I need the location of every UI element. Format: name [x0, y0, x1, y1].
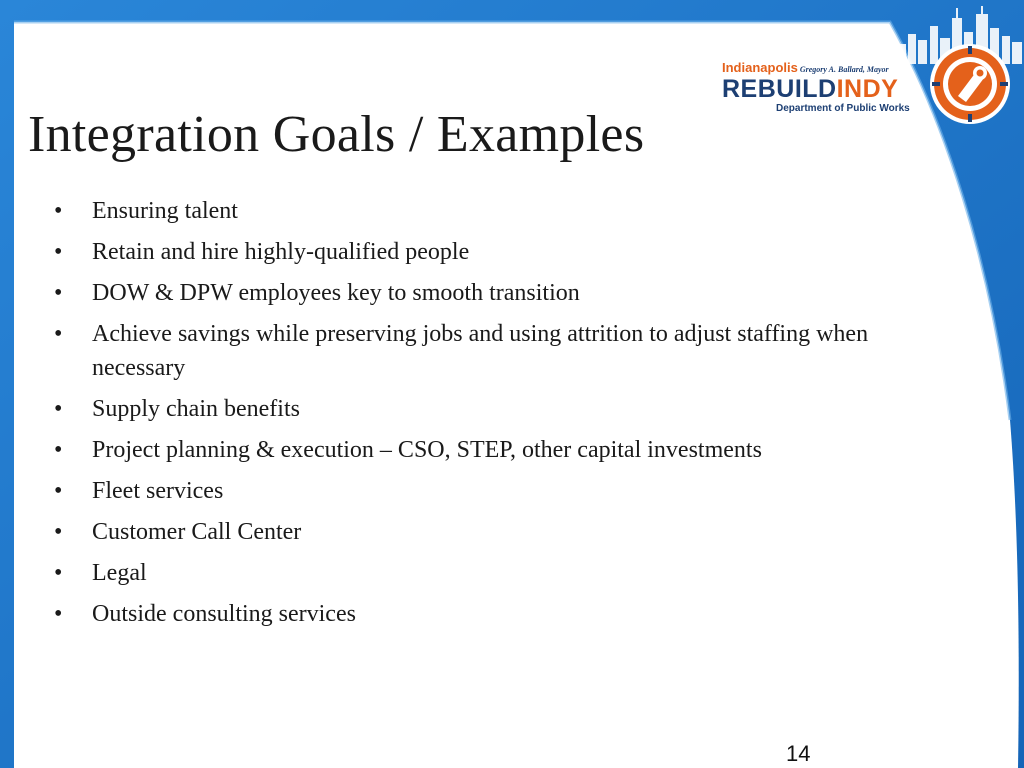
bullet-item: [52, 556, 932, 590]
logo-brand-rebuild: REBUILD: [722, 75, 837, 103]
slide-title: Integration Goals / Examples: [28, 106, 645, 163]
bullet-icon: •: [54, 601, 63, 627]
bullet-icon: •: [54, 198, 63, 224]
bullet-text: Legal: [92, 560, 147, 586]
bullet-text: Ensuring talent: [92, 198, 238, 224]
logo-brand-indy: INDY: [836, 75, 899, 103]
bullet-text: Customer Call Center: [92, 519, 302, 545]
bullet-item: [52, 317, 932, 385]
logo-department: Department of Public Works: [776, 103, 910, 114]
bullet-item: [52, 194, 932, 228]
bullet-item: [52, 235, 932, 269]
page-number: 14: [786, 741, 811, 766]
bullet-item: [52, 515, 932, 549]
bullet-text: Supply chain benefits: [92, 396, 300, 422]
bullet-text: DOW & DPW employees key to smooth transition: [92, 280, 580, 306]
bullet-text: Fleet services: [92, 478, 224, 504]
bullet-text: Outside consulting services: [92, 601, 356, 627]
bullet-icon: •: [54, 437, 63, 463]
rebuildindy-logo: [722, 4, 1024, 132]
bullet-icon: •: [54, 560, 63, 586]
logo-city-line: [722, 60, 910, 75]
bullet-icon: •: [54, 396, 63, 422]
bullet-text: Retain and hire highly-qualified people: [92, 239, 470, 265]
bullet-item: [52, 474, 932, 508]
bullet-icon: •: [54, 478, 63, 504]
bullet-icon: •: [54, 280, 63, 306]
bullet-icon: •: [54, 321, 63, 347]
bullet-item: [52, 392, 932, 426]
bullet-icon: •: [54, 519, 63, 545]
bullet-icon: •: [54, 239, 63, 265]
bullet-text: Achieve savings while preserving jobs and using attrition to adjust staffing when necessary: [92, 321, 869, 381]
logo-mayor: Gregory A. Ballard, Mayor: [799, 65, 889, 74]
logo-city: Indianapolis: [722, 60, 798, 75]
bullet-list: [52, 194, 932, 638]
bullet-item: [52, 276, 932, 310]
logo-brand: [722, 75, 910, 103]
bullet-item: [52, 433, 932, 467]
bullet-text: Project planning & execution – CSO, STEP, other capital investments: [92, 437, 762, 463]
bullet-item: [52, 597, 932, 631]
dpw-emblem-icon: [928, 42, 1012, 126]
logo-wordmark: [722, 60, 910, 114]
